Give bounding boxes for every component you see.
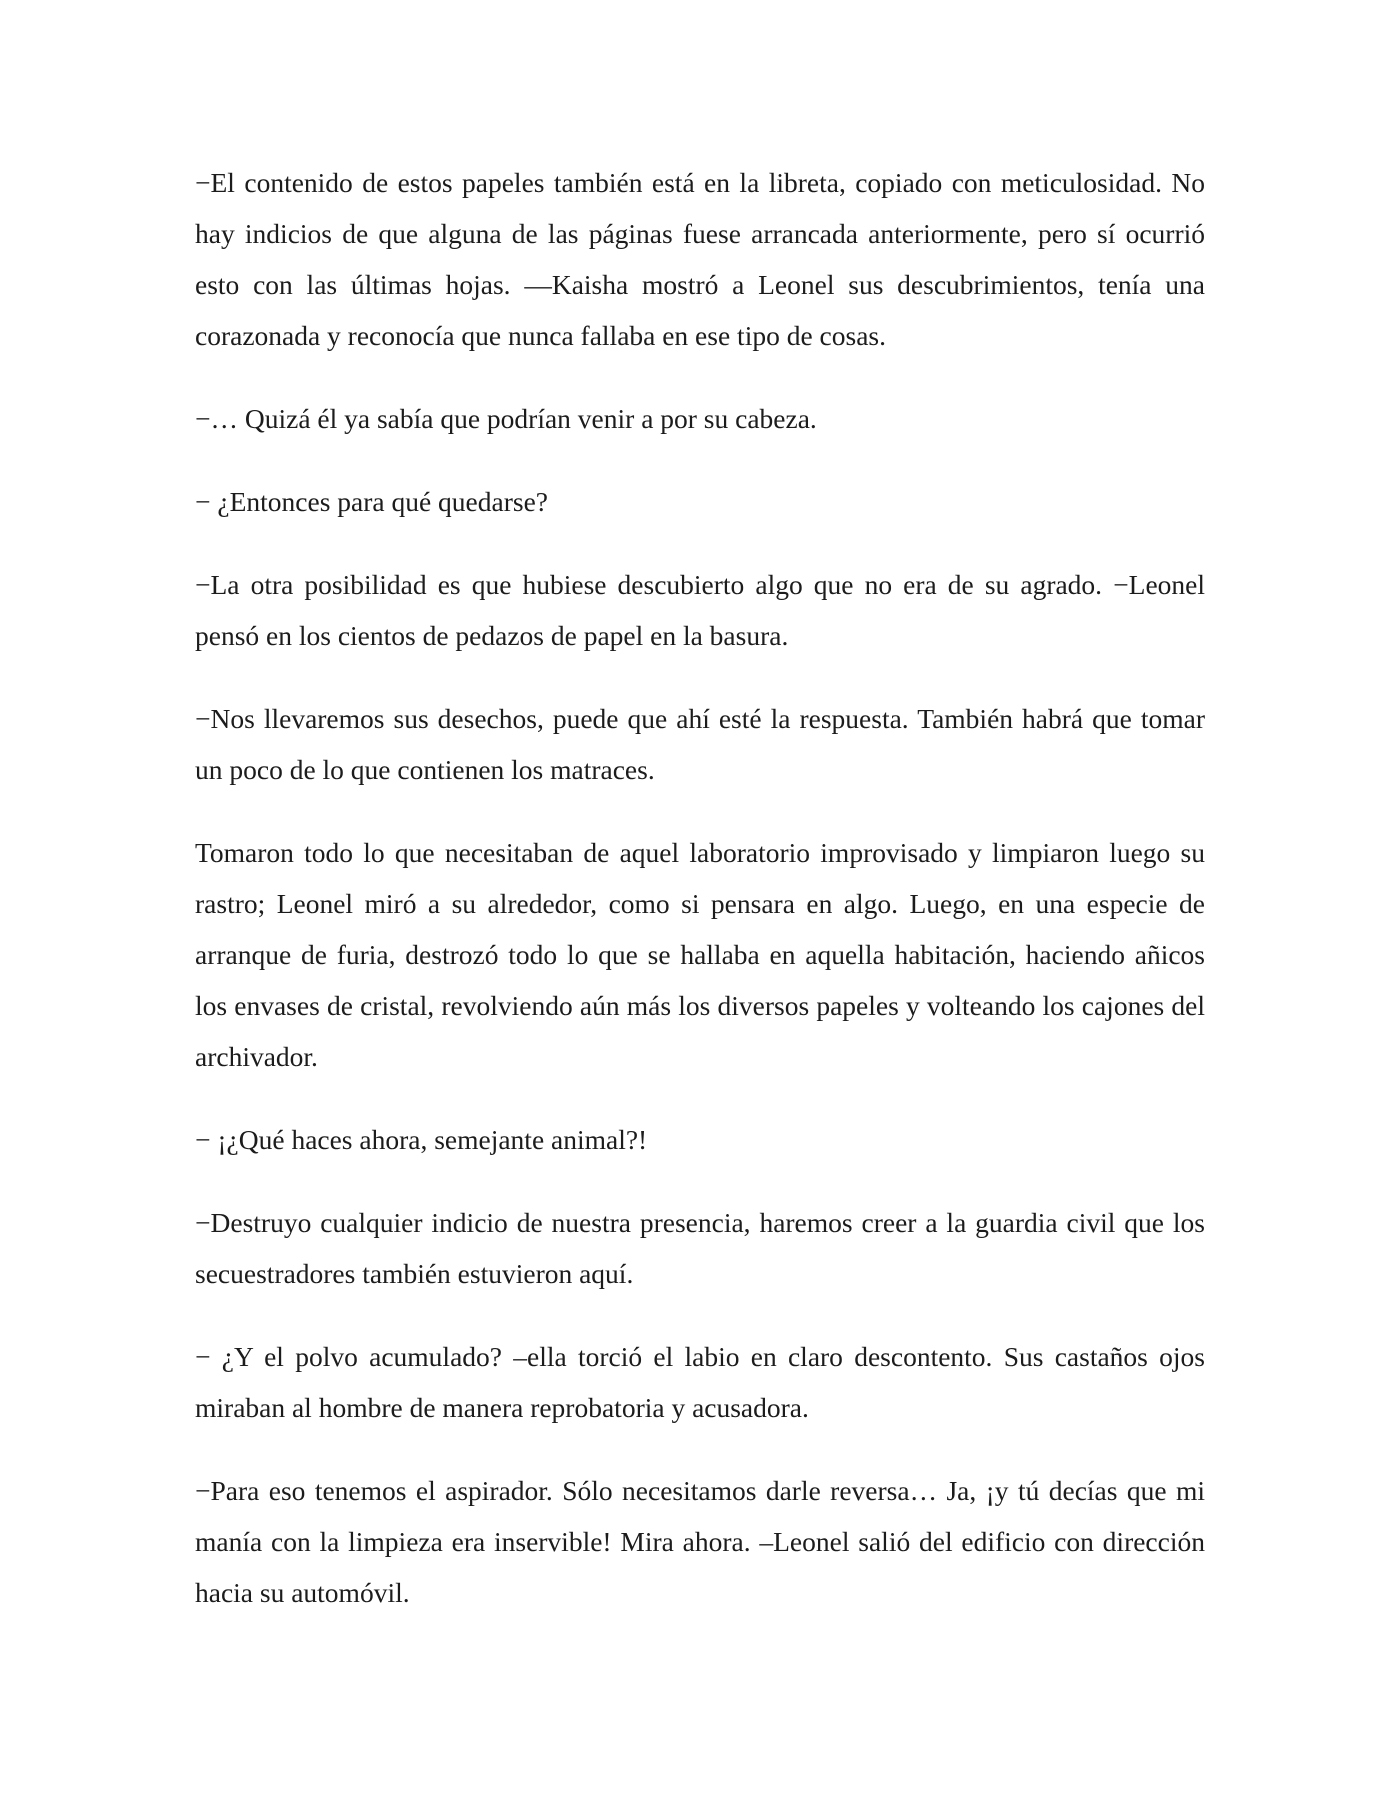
paragraph: −Nos llevaremos sus desechos, puede que ahí esté la respuesta. También habrá que tomar un poco de lo que contienen los matraces. — [195, 703, 1205, 785]
paragraph: Tomaron todo lo que necesitaban de aquel laboratorio improvisado y limpiaron luego su rastro; Leonel miró a su alrededor, como si pensara en algo. Luego, en una especie de arranque de furia, destrozó todo lo que se hallaba en aquella habitación, haciendo añicos los envases de cristal, revolviendo aún más los diversos papeles y volteando los cajones del archivador. — [195, 837, 1205, 1072]
paragraph: −Para eso tenemos el aspirador. Sólo necesitamos darle reversa… Ja, ¡y tú decías que mi manía con la limpieza era inservible! Mira ahora. –Leonel salió del edificio con dirección hacia su automóvil. — [195, 1475, 1205, 1608]
paragraph: −El contenido de estos papeles también está en la libreta, copiado con meticulosidad. No hay indicios de que alguna de las páginas fuese arrancada anteriormente, pero sí ocurrió esto con las últimas hojas. —Kaisha mostró a Leonel sus descubrimientos, tenía una corazonada y reconocía que nunca fallaba en ese tipo de cosas. — [195, 167, 1205, 351]
paragraph: − ¡¿Qué haces ahora, semejante animal?! — [195, 1124, 648, 1155]
paragraph: − ¿Y el polvo acumulado? –ella torció el labio en claro descontento. Sus castaños ojos miraban al hombre de manera reprobatoria y acusadora. — [195, 1341, 1205, 1423]
paragraph: − ¿Entonces para qué quedarse? — [195, 486, 548, 517]
paragraph: −Destruyo cualquier indicio de nuestra presencia, haremos creer a la guardia civil que los secuestradores también estuvieron aquí. — [195, 1207, 1205, 1289]
paragraph: −… Quizá él ya sabía que podrían venir a por su cabeza. — [195, 403, 817, 434]
paragraph: −La otra posibilidad es que hubiese descubierto algo que no era de su agrado. −Leonel pensó en los cientos de pedazos de papel en la basura. — [195, 569, 1205, 651]
body-text — [195, 157, 1205, 1618]
